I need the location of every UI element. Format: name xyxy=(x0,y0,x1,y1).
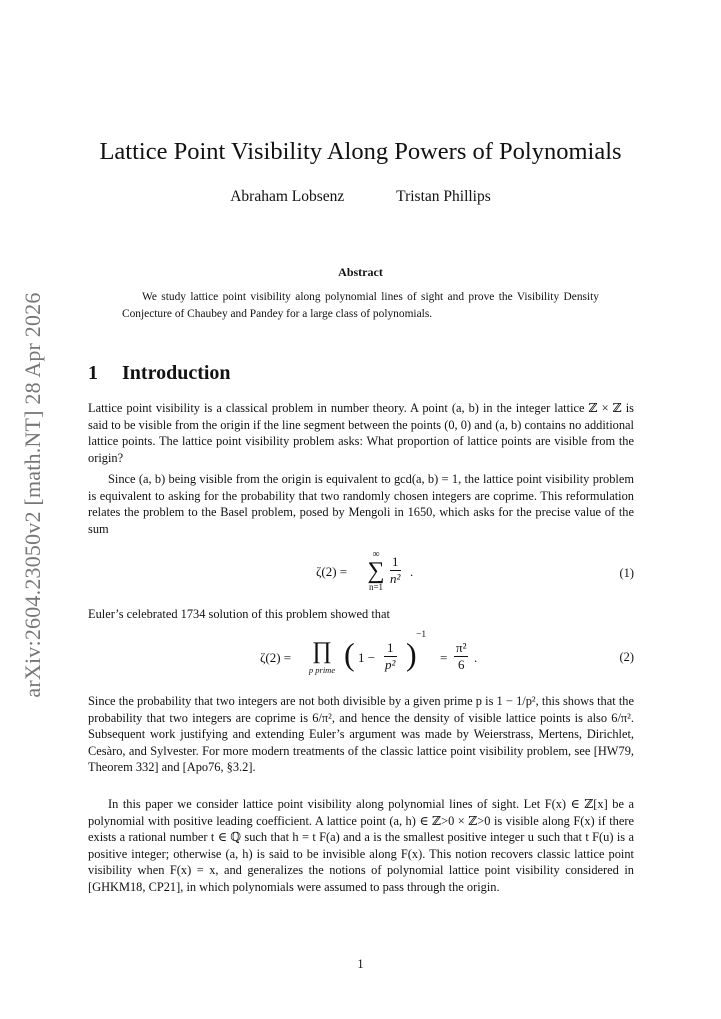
paragraph: Lattice point visibility is a classical problem in number theory. A point (a, b) in the integer lattice ℤ × ℤ is said to be visible from the origin if the line segment between the points (0, 0) and (a, b) contains no additional lattice points. The lattice point visibility problem asks: What proportion of lattice points are visible from the origin? xyxy=(88,401,634,465)
author-name: Tristan Phillips xyxy=(396,188,491,205)
equation-2 xyxy=(88,630,634,685)
equation-1 xyxy=(88,550,634,598)
fraction xyxy=(384,640,397,673)
sum-lower-limit: n=1 xyxy=(368,582,384,592)
abstract-text: We study lattice point visibility along polynomial lines of sight and prove the Visibility Density Conjecture of Chaubey and Pandey for a large class of polynomials. xyxy=(122,291,599,320)
equation-tail: . xyxy=(410,564,414,579)
arxiv-sidebar-stamp xyxy=(18,285,48,705)
equals-sign: = xyxy=(440,650,448,665)
left-paren: ( xyxy=(344,636,355,672)
author-list xyxy=(0,188,721,206)
paragraph: In this paper we consider lattice point visibility along polynomial lines of sight. Let F(x) ∈ ℤ[x] be a polynomial with positive leading coefficient. A lattice point (a, h) ∈ ℤ>0 × ℤ>0 is visible along F(x) if there exists a rational number t ∈ ℚ such that h = t F(a) and a is the smallest positive integer u such that t F(u) is a positive integer; otherwise (a, h) is said to be invisible along F(x). This notion recovers classic lattice point visibility when F(x) = x, and generalizes the notions of polynomial lattice point visibility considered in [GHKM18, CP21], in which polynomials were assumed to pass through the origin. xyxy=(88,797,634,894)
abstract-body xyxy=(122,289,599,322)
paren-term: 1 − xyxy=(358,650,376,665)
equation-number: (1) xyxy=(619,566,634,580)
equation-lhs: ζ(2) = xyxy=(316,564,348,579)
product: ∏ p prime xyxy=(302,638,342,676)
paper-title: Lattice Point Visibility Along Powers of Polynomials xyxy=(99,138,622,165)
equation-lhs: ζ(2) = xyxy=(260,650,292,665)
equation-tail: . xyxy=(474,650,478,665)
paragraph: Since (a, b) being visible from the origin is equivalent to gcd(a, b) = 1, the lattice point visibility problem is equivalent to asking for the probability that two randomly chosen integers are coprime. This reformulation relates the problem to the Basel problem, posed by Mengoli in 1650, which asks for the precise value of the sum xyxy=(88,472,634,536)
arxiv-id: arXiv:2604.23050v2 [math.NT] 28 Apr 2026 xyxy=(20,292,45,698)
product-index: p prime xyxy=(308,665,336,675)
page-number: 1 xyxy=(357,957,364,971)
paragraph: Since the probability that two integers are not both divisible by a given prime p is 1 − 1/p², this shows that the probability that two integers are coprime is 6/π², and hence the density of visible lattice points is also 6/π². Subsequent work justifying and extending Euler’s argument was made by Weierstrass, Mertens, Dirichlet, Cesàro, and Sylvester. For more modern treatments of the classic lattice point visibility problem, see [HW79, Theorem 332] and [Apo76, §3.2]. xyxy=(88,694,634,775)
exponent: −1 xyxy=(416,630,427,640)
right-paren: ) xyxy=(406,636,417,672)
section-heading xyxy=(88,362,231,385)
sum-upper-limit: ∞ xyxy=(372,549,380,560)
abstract-heading: Abstract xyxy=(338,265,383,279)
summation: ∞ ∑ n=1 xyxy=(364,550,388,593)
author-name: Abraham Lobsenz xyxy=(230,188,345,205)
section-title: Introduction xyxy=(122,362,231,384)
fraction xyxy=(390,554,401,587)
fraction-numerator: 1 xyxy=(384,640,397,657)
fraction-denominator: n² xyxy=(390,571,401,586)
fraction-denominator: 6 xyxy=(457,657,465,672)
equation-number: (2) xyxy=(619,650,634,664)
paragraph: Euler’s celebrated 1734 solution of this problem showed that xyxy=(88,607,390,621)
fraction-numerator: π² xyxy=(456,640,467,655)
fraction-numerator: 1 xyxy=(392,554,399,569)
fraction xyxy=(454,640,468,673)
section-number: 1 xyxy=(88,362,98,384)
fraction-denominator: p² xyxy=(385,657,396,672)
